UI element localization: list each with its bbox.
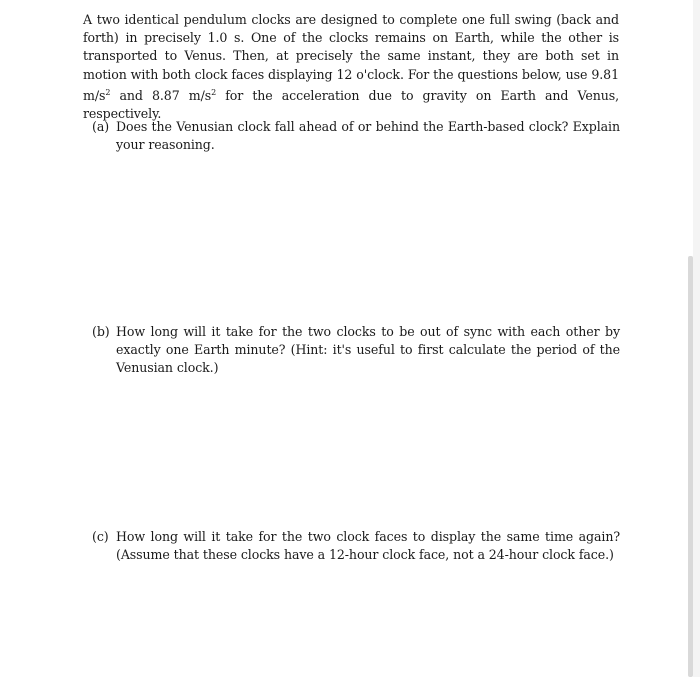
question-b-text: How long will it take for the two clocks to be out of sync with each other by exactly one Earth minute? (Hint: it's useful to first calculate the period of the Venusian clock.) (116, 324, 620, 376)
question-a-label: (a) (92, 119, 110, 134)
page-right-gutter (693, 0, 700, 677)
question-a-text: Does the Venusian clock fall ahead of or behind the Earth-based clock? Explain your reasoning. (116, 119, 620, 153)
question-c (92, 528, 620, 564)
gravity-venus-value: 8.87 m/s (151, 88, 212, 103)
question-c-label: (c) (92, 529, 109, 544)
gravity-venus-exponent: 2 (211, 87, 217, 97)
gravity-earth-value: 9.81 m/s (83, 66, 619, 103)
question-b-label: (b) (92, 324, 110, 339)
problem-statement (83, 11, 619, 123)
question-c-text: How long will it take for the two clock faces to display the same time again? (Assume that these clocks have a 12-hour clock face, not a 24-hour clock face.) (116, 529, 620, 563)
question-a (92, 118, 620, 154)
vertical-scrollbar[interactable] (688, 256, 693, 677)
intro-text-part2: for the acceleration due to gravity on Earth and Venus, respectively. (83, 88, 619, 122)
intro-text-part1: A two identical pendulum clocks are designed to complete one full swing (back and forth) in precisely 1.0 s. One of the clocks remains on Earth, while the other is transported to Venus. Then, at precisely the same instant, they are both set in motion with both clock faces displaying 12 o'clock. For the questions below, use (83, 12, 619, 82)
gravity-earth-exponent: 2 (105, 87, 111, 97)
intro-and-text: and (110, 88, 152, 103)
question-b (92, 323, 620, 378)
